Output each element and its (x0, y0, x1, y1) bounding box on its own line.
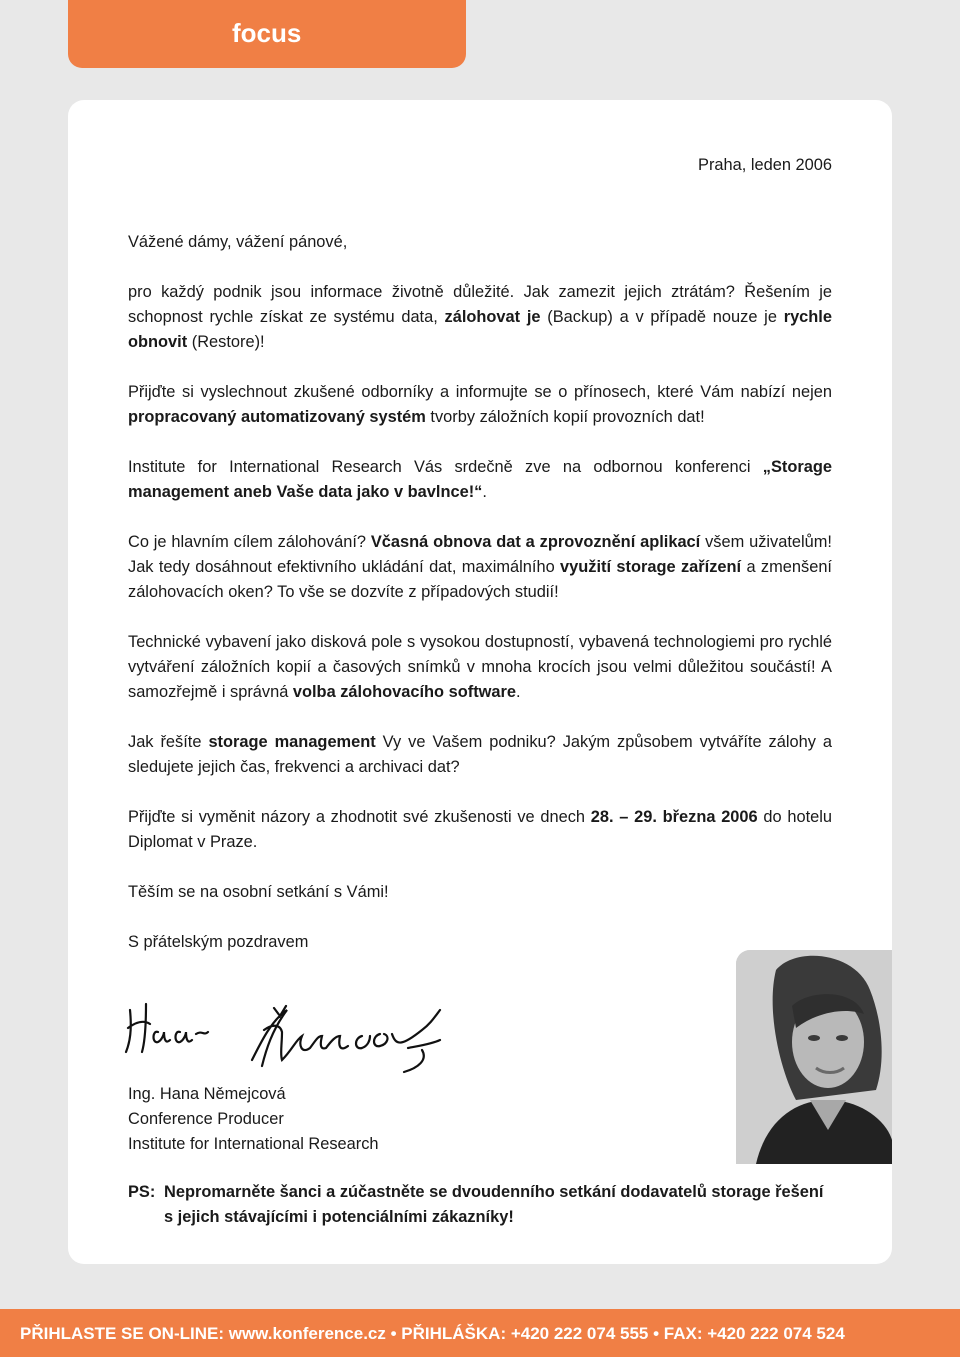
bold-text: 28. – 29. března 2006 (590, 808, 758, 826)
text: do hotelu Diplomat v Praze. (128, 808, 833, 851)
text: a zmenšení zálohovacích oken? To vše se dozvíte z případových studií! (128, 558, 832, 601)
text: Přijďte si vyměnit názory a zhodnotit své zkušenosti ve dnech (128, 808, 591, 826)
ps-label: PS: (128, 1183, 156, 1201)
text: Co je hlavním cílem zálohování? (128, 533, 371, 551)
text: (Restore)! (187, 333, 265, 351)
author-portrait (736, 950, 892, 1164)
bold-text: využití storage zařízení (560, 558, 742, 576)
closing: S přátelským pozdravem (128, 933, 309, 951)
section-label: focus (232, 18, 302, 48)
paragraph-1 (128, 280, 832, 355)
text: Vy ve Vašem podniku? Jakým způsobem vytváříte zálohy a sledujete jejich čas, frekvenci a archivaci dat? (128, 733, 832, 776)
signer-title: Conference Producer (128, 1110, 284, 1128)
section-tab (68, 0, 466, 68)
paragraph-5 (128, 630, 832, 705)
text: Institute for International Research Vás srdečně zve na odbornou konferenci (128, 458, 763, 476)
text: . (516, 683, 521, 701)
paragraph-6 (128, 730, 832, 780)
paragraph-7 (128, 805, 832, 855)
bold-text: volba zálohovacího software (292, 683, 517, 701)
letter-page (68, 100, 892, 1264)
text: Technické vybavení jako disková pole s vysokou dostupností, vybavená technologiemi pro rychlé vytváření záložních kopií a časových snímků v mnoha krocích jsou velmi důležitou součástí! A samozřejmě i správná (128, 633, 832, 701)
paragraph-2 (128, 380, 832, 430)
bold-text: zálohovat je (444, 308, 541, 326)
bold-text: propracovaný automatizovaný systém (128, 408, 426, 426)
ps-text: Nepromarněte šanci a zúčastněte se dvoudenního setkání dodavatelů storage řešení s jejich stávajícími i potenciálními zákazníky! (164, 1183, 824, 1226)
footer-bar (0, 1309, 960, 1357)
text: (Backup) a v případě nouze je (540, 308, 784, 326)
text: všem uživatelům! Jak tedy dosáhnout efektivního ukládání dat, maximálního (128, 533, 832, 576)
signature (122, 990, 452, 1082)
postscript (128, 1180, 832, 1230)
paragraph-4 (128, 530, 832, 605)
signer-organization: Institute for International Research (128, 1135, 379, 1153)
text: Jak řešíte (128, 733, 209, 751)
text: Přijďte si vyslechnout zkušené odborníky a informujte se o přínosech, které Vám nabízí nejen (128, 383, 832, 401)
signer-name: Ing. Hana Němejcová (128, 1085, 286, 1103)
footer-contact: PŘIHLASTE SE ON-LINE: www.konference.cz • PŘIHLÁŠKA: +420 222 074 555 • FAX: +420 222 074 524 (20, 1324, 845, 1343)
salutation: Vážené dámy, vážení pánové, (128, 233, 348, 251)
text: pro každý podnik jsou informace životně důležité. Jak zamezit jejich ztrátám? Řešením je schopnost rychle získat ze systému data, (128, 283, 832, 326)
paragraph-8: Těším se na osobní setkání s Vámi! (128, 883, 389, 901)
bold-text: Včasná obnova dat a zprovoznění aplikací (370, 533, 701, 551)
bold-text: rychle obnovit (128, 308, 832, 351)
letter-date: Praha, leden 2006 (698, 156, 832, 174)
paragraph-3 (128, 455, 832, 505)
text: tvorby záložních kopií provozních dat! (425, 408, 705, 426)
portrait-image (736, 950, 892, 1164)
bold-text: „Storage management aneb Vaše data jako v bavlnce!“ (128, 458, 832, 501)
bold-text: storage management (208, 733, 376, 751)
text: . (482, 483, 487, 501)
